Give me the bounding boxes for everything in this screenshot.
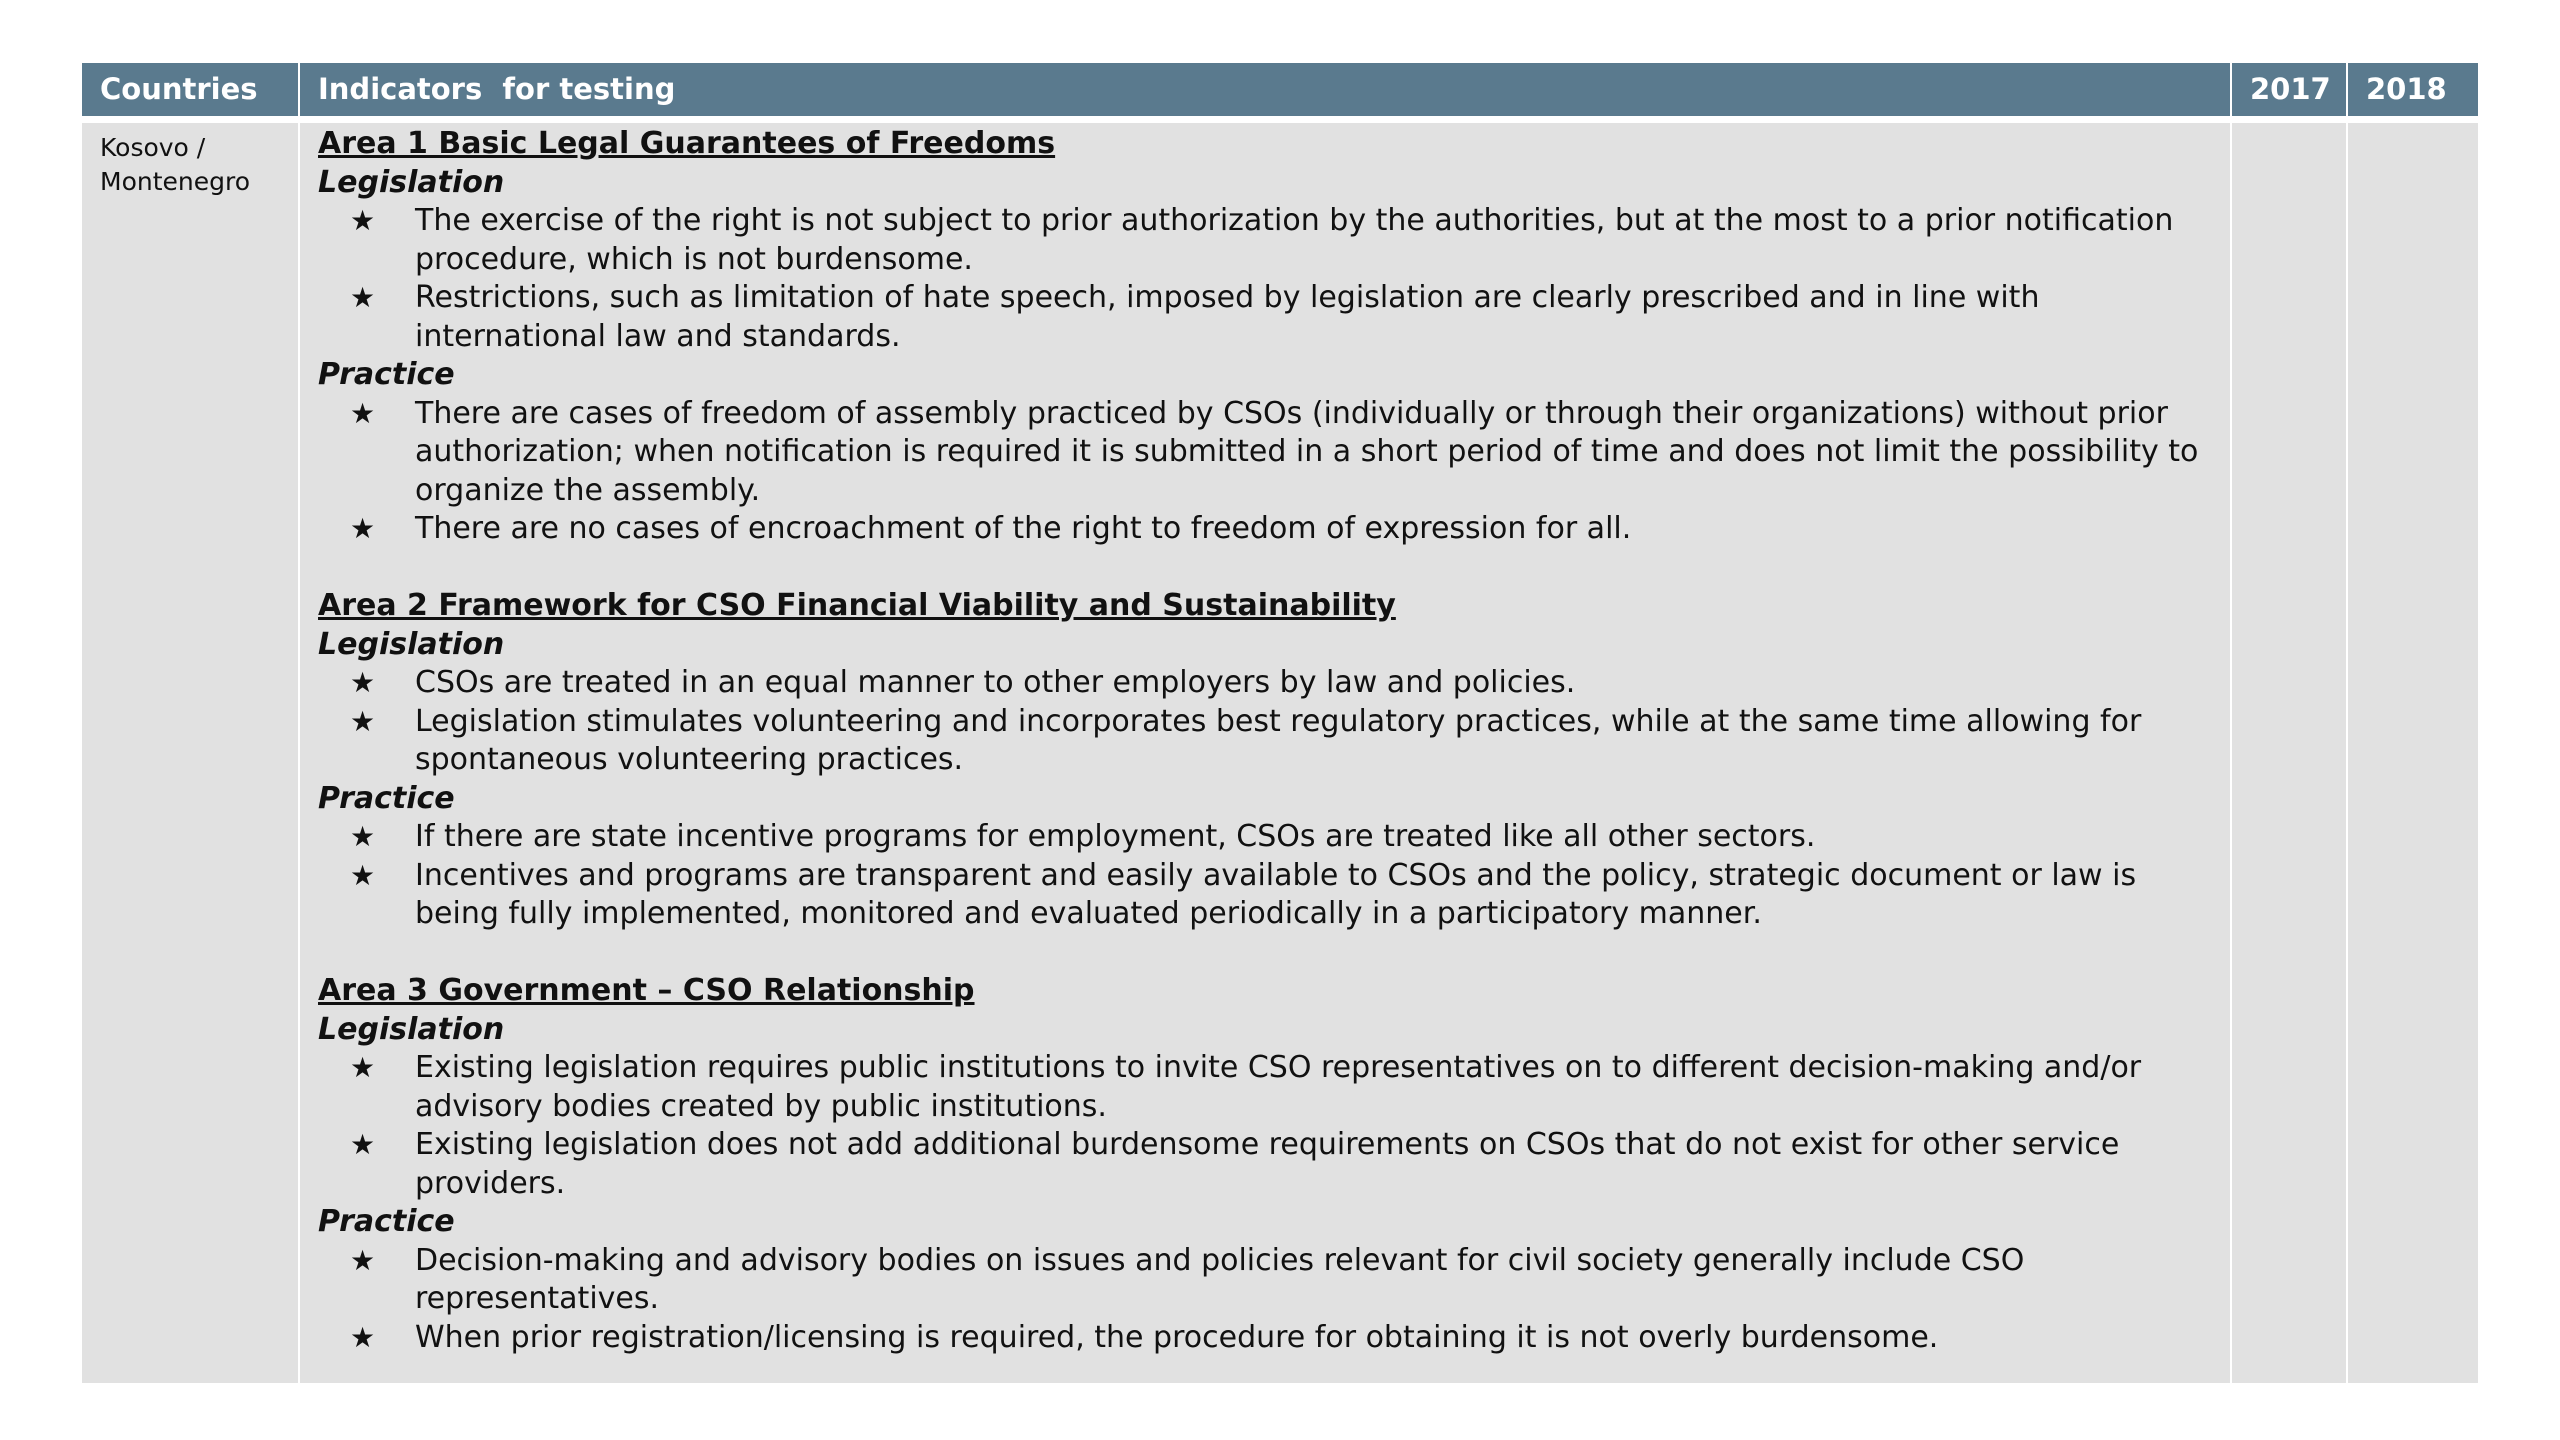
indicator-text: CSOs are treated in an equal manner to other employers by law and policies. <box>415 665 1576 700</box>
area-title: Area 1 Basic Legal Guarantees of Freedoms <box>318 126 1056 161</box>
indicator-text: The exercise of the right is not subject to prior authorization by the authorities, but at the most to a prior notification procedure, which is not burdensome. <box>415 203 2174 277</box>
indicator-text: Existing legislation requires public institutions to invite CSO representatives on to different decision-making and/or advisory bodies created by public institutions. <box>415 1050 2142 1124</box>
indicator-text: Decision-making and advisory bodies on issues and policies relevant for civil society generally include CSO representatives. <box>415 1242 2025 1316</box>
header-indicators: Indicators for testing <box>300 63 2230 116</box>
indicator-text: If there are state incentive programs for employment, CSOs are treated like all other sectors. <box>415 819 1816 854</box>
star-icon: ★ <box>350 512 376 545</box>
score-cell-2018 <box>2348 123 2478 1383</box>
legislation-heading: Legislation <box>318 164 505 200</box>
indicator-text: Existing legislation does not add additional burdensome requirements on CSOs that do not exist for other service providers. <box>415 1127 2120 1201</box>
indicator-item <box>318 1049 2212 1126</box>
practice-heading: Practice <box>318 1204 455 1239</box>
star-icon: ★ <box>350 1243 376 1277</box>
area-title: Area 2 Framework for CSO Financial Viability and Sustainability <box>318 588 1396 623</box>
indicator-item <box>318 703 2212 780</box>
indicator-item <box>318 279 2212 356</box>
indicator-item <box>318 1126 2212 1203</box>
indicator-item <box>318 857 2212 934</box>
country-name-line2: Montenegro <box>100 167 251 196</box>
indicator-item <box>318 1319 2212 1358</box>
indicator-item <box>318 664 2212 703</box>
indicator-text: Legislation stimulates volunteering and incorporates best regulatory practices, while at the same time allowing for spontaneous volunteering practices. <box>415 703 2142 777</box>
star-icon: ★ <box>350 396 376 430</box>
star-icon: ★ <box>350 1051 376 1084</box>
indicator-text: Restrictions, such as limitation of hate speech, imposed by legislation are clearly prescribed and in line with international law and standards. <box>415 280 2040 354</box>
indicators-cell <box>300 123 2230 1383</box>
star-icon: ★ <box>350 704 376 738</box>
indicator-text: When prior registration/licensing is required, the procedure for obtaining it is not overly burdensome. <box>415 1319 1939 1355</box>
star-icon: ★ <box>350 281 376 314</box>
indicator-item <box>318 395 2212 511</box>
indicator-text: There are no cases of encroachment of the right to freedom of expression for all. <box>415 511 1632 546</box>
star-icon: ★ <box>350 204 376 237</box>
indicator-text: Incentives and programs are transparent and easily available to CSOs and the policy, strategic document or law is being fully implemented, monitored and evaluated periodically in a participatory manner. <box>415 857 2137 931</box>
legislation-heading: Legislation <box>318 626 505 662</box>
area-block <box>318 587 2212 934</box>
legislation-heading: Legislation <box>318 1011 505 1047</box>
header-year-2017: 2017 <box>2232 63 2346 116</box>
practice-heading: Practice <box>318 780 455 816</box>
indicator-item <box>318 1242 2212 1319</box>
practice-heading: Practice <box>318 357 455 392</box>
indicator-text: There are cases of freedom of assembly practiced by CSOs (individually or through their organizations) without prior authorization; when notification is required it is submitted in a short period of time and does not limit the possibility to organize the assembly. <box>415 395 2199 508</box>
star-icon: ★ <box>350 666 376 699</box>
star-icon: ★ <box>350 1128 376 1161</box>
area-block <box>318 972 2212 1357</box>
header-countries: Countries <box>82 63 298 116</box>
area-spacer <box>318 549 2212 588</box>
area-block <box>318 125 2212 549</box>
indicator-item <box>318 818 2212 857</box>
header-year-2018: 2018 <box>2348 63 2478 116</box>
area-title: Area 3 Government – CSO Relationship <box>318 973 975 1008</box>
area-spacer <box>318 934 2212 973</box>
star-icon: ★ <box>350 858 376 892</box>
indicator-item <box>318 202 2212 279</box>
star-icon: ★ <box>350 1320 376 1354</box>
indicators-table <box>82 63 2478 1383</box>
score-cell-2017 <box>2232 123 2346 1383</box>
country-name-line1: Kosovo / <box>100 133 206 162</box>
star-icon: ★ <box>350 820 376 853</box>
indicator-item <box>318 510 2212 549</box>
country-cell <box>82 123 298 1383</box>
